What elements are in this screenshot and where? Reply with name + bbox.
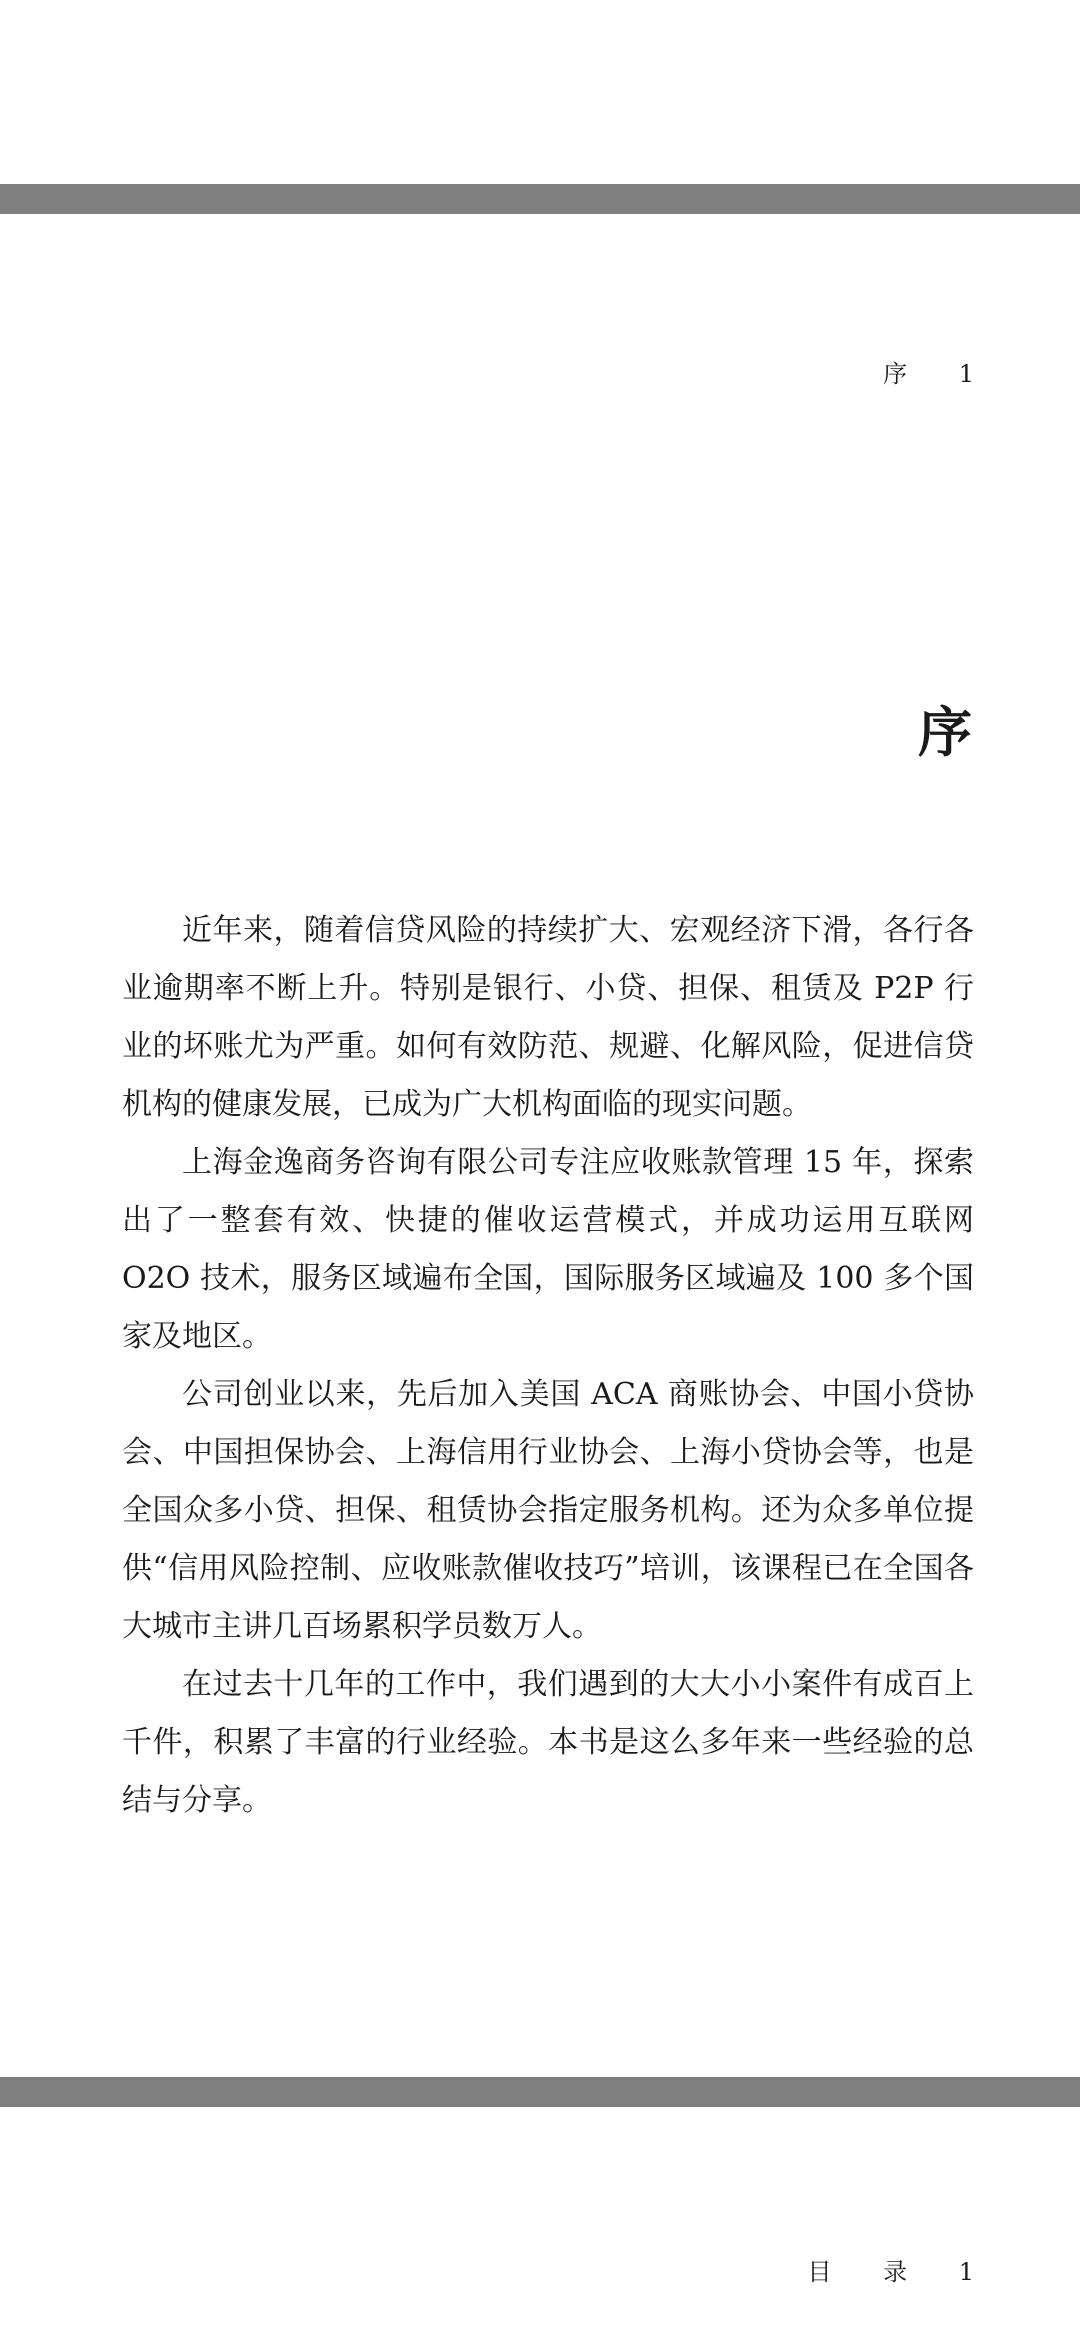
chapter-title: 序 <box>918 701 972 764</box>
paragraph: 公司创业以来，先后加入美国 ACA 商账协会、中国小贷协会、中国担保协会、上海信用行业协会、上海小贷协会等，也是全国众多小贷、担保、租赁协会指定服务机构。还为众多单位提供“信用风险控制、应收账款催收技巧”培训，该课程已在全国各大城市主讲几百场累积学员数万人。 <box>122 1377 974 1644</box>
page-divider-bottom <box>0 2077 1080 2107</box>
paragraph: 在过去十几年的工作中，我们遇到的大大小小案件有成百上千件，积累了丰富的行业经验。本书是这么多年来一些经验的总结与分享。 <box>122 1667 974 1818</box>
next-page-header-char-1: 目 <box>807 2258 832 2286</box>
paragraph: 上海金逸商务咨询有限公司专注应收账款管理 15 年，探索出了一整套有效、快捷的催收运营模式，并成功运用互联网 O2O 技术，服务区域遍布全国，国际服务区域遍及 100 多个国家及地区。 <box>122 1145 974 1354</box>
preface-body <box>122 902 974 1830</box>
running-header-title: 序 <box>883 360 908 388</box>
paragraph: 近年来，随着信贷风险的持续扩大、宏观经济下滑，各行各业逾期率不断上升。特别是银行、小贷、担保、租赁及 P2P 行业的坏账尤为严重。如何有效防范、规避、化解风险，促进信贷机构的健康发展，已成为广大机构面临的现实问题。 <box>122 913 974 1122</box>
page-divider-top <box>0 184 1080 214</box>
next-page-header-char-2: 录 <box>883 2258 908 2286</box>
next-page-header-page-number: 1 <box>958 2258 974 2286</box>
running-header-page-number: 1 <box>958 360 974 388</box>
next-page-running-header <box>807 2252 974 2287</box>
previous-page-blank <box>0 0 1080 184</box>
running-header <box>883 354 974 389</box>
